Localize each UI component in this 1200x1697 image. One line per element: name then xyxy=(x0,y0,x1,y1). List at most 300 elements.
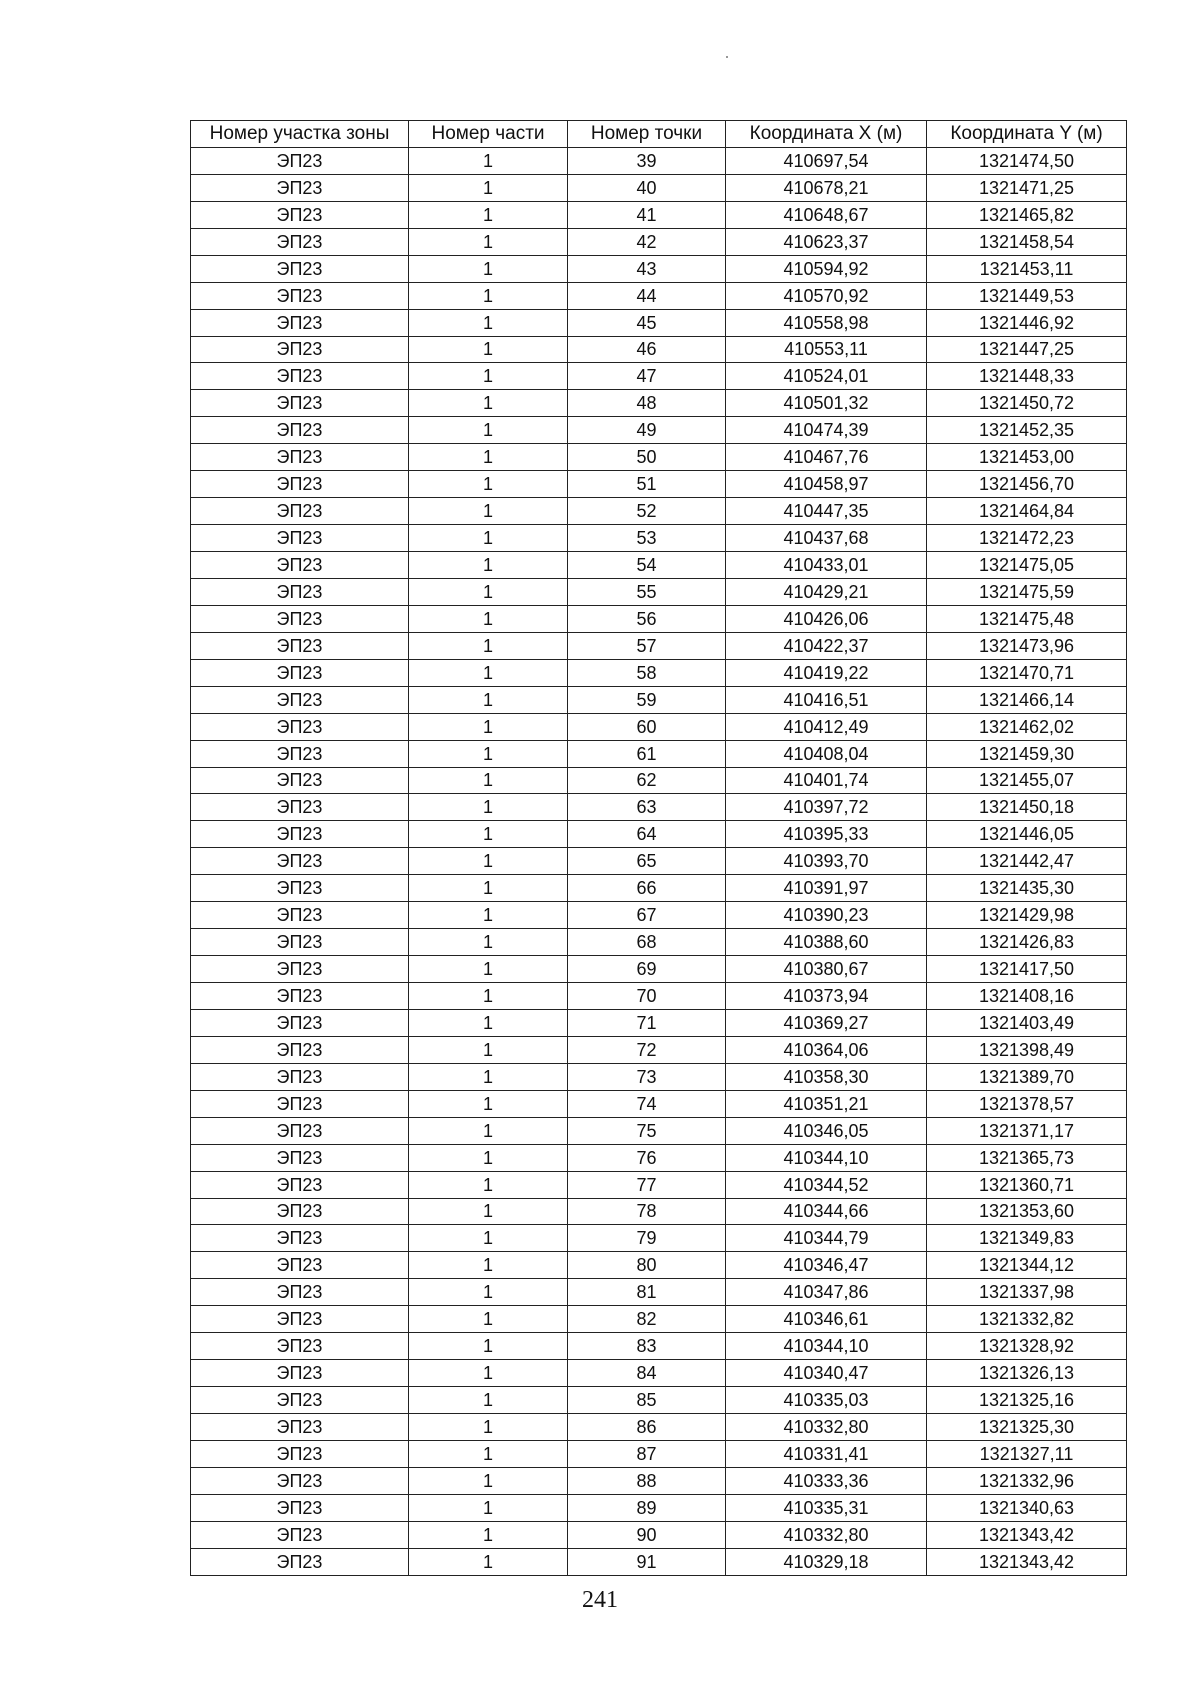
cell-zone-section: ЭП23 xyxy=(191,767,409,794)
cell-part-number: 1 xyxy=(409,1144,568,1171)
cell-coordinate-x: 410623,37 xyxy=(726,228,927,255)
cell-coordinate-y: 1321446,92 xyxy=(927,309,1127,336)
cell-point-number: 87 xyxy=(568,1440,726,1467)
cell-part-number: 1 xyxy=(409,1414,568,1441)
cell-zone-section: ЭП23 xyxy=(191,525,409,552)
cell-part-number: 1 xyxy=(409,228,568,255)
cell-coordinate-x: 410373,94 xyxy=(726,983,927,1010)
cell-coordinate-x: 410416,51 xyxy=(726,686,927,713)
cell-point-number: 70 xyxy=(568,983,726,1010)
cell-point-number: 43 xyxy=(568,255,726,282)
cell-coordinate-x: 410329,18 xyxy=(726,1548,927,1575)
table-row xyxy=(191,336,1127,363)
cell-part-number: 1 xyxy=(409,767,568,794)
cell-coordinate-y: 1321459,30 xyxy=(927,740,1127,767)
cell-part-number: 1 xyxy=(409,929,568,956)
cell-zone-section: ЭП23 xyxy=(191,983,409,1010)
cell-coordinate-y: 1321344,12 xyxy=(927,1252,1127,1279)
cell-zone-section: ЭП23 xyxy=(191,1171,409,1198)
cell-zone-section: ЭП23 xyxy=(191,471,409,498)
cell-point-number: 42 xyxy=(568,228,726,255)
cell-coordinate-x: 410426,06 xyxy=(726,605,927,632)
cell-coordinate-x: 410594,92 xyxy=(726,255,927,282)
cell-coordinate-x: 410429,21 xyxy=(726,578,927,605)
table-row xyxy=(191,794,1127,821)
cell-zone-section: ЭП23 xyxy=(191,1494,409,1521)
cell-coordinate-x: 410553,11 xyxy=(726,336,927,363)
cell-point-number: 82 xyxy=(568,1306,726,1333)
cell-coordinate-y: 1321453,00 xyxy=(927,444,1127,471)
cell-coordinate-y: 1321371,17 xyxy=(927,1117,1127,1144)
cell-zone-section: ЭП23 xyxy=(191,282,409,309)
cell-coordinate-y: 1321475,48 xyxy=(927,605,1127,632)
table-row xyxy=(191,1548,1127,1575)
cell-coordinate-x: 410697,54 xyxy=(726,147,927,174)
cell-coordinate-x: 410335,31 xyxy=(726,1494,927,1521)
cell-point-number: 47 xyxy=(568,363,726,390)
table-row xyxy=(191,282,1127,309)
cell-zone-section: ЭП23 xyxy=(191,1521,409,1548)
cell-part-number: 1 xyxy=(409,1063,568,1090)
header-part-number: Номер части xyxy=(409,121,568,148)
cell-point-number: 89 xyxy=(568,1494,726,1521)
cell-zone-section: ЭП23 xyxy=(191,686,409,713)
page-number: 241 xyxy=(582,1587,618,1613)
table-row xyxy=(191,228,1127,255)
cell-coordinate-x: 410397,72 xyxy=(726,794,927,821)
cell-coordinate-y: 1321465,82 xyxy=(927,201,1127,228)
cell-zone-section: ЭП23 xyxy=(191,740,409,767)
table-header-row xyxy=(191,121,1127,148)
cell-part-number: 1 xyxy=(409,1360,568,1387)
cell-part-number: 1 xyxy=(409,1306,568,1333)
cell-part-number: 1 xyxy=(409,983,568,1010)
cell-point-number: 66 xyxy=(568,875,726,902)
cell-coordinate-x: 410346,61 xyxy=(726,1306,927,1333)
cell-coordinate-x: 410678,21 xyxy=(726,174,927,201)
cell-point-number: 68 xyxy=(568,929,726,956)
cell-point-number: 41 xyxy=(568,201,726,228)
scan-speck xyxy=(726,56,728,58)
header-coordinate-x: Координата X (м) xyxy=(726,121,927,148)
table-body xyxy=(191,147,1127,1575)
cell-point-number: 44 xyxy=(568,282,726,309)
cell-point-number: 91 xyxy=(568,1548,726,1575)
cell-point-number: 48 xyxy=(568,390,726,417)
cell-coordinate-x: 410332,80 xyxy=(726,1414,927,1441)
cell-point-number: 50 xyxy=(568,444,726,471)
cell-coordinate-y: 1321389,70 xyxy=(927,1063,1127,1090)
cell-coordinate-x: 410346,05 xyxy=(726,1117,927,1144)
cell-part-number: 1 xyxy=(409,956,568,983)
cell-point-number: 46 xyxy=(568,336,726,363)
table-row xyxy=(191,875,1127,902)
cell-coordinate-y: 1321337,98 xyxy=(927,1279,1127,1306)
cell-point-number: 67 xyxy=(568,902,726,929)
table-row xyxy=(191,1387,1127,1414)
cell-coordinate-x: 410344,10 xyxy=(726,1333,927,1360)
cell-zone-section: ЭП23 xyxy=(191,821,409,848)
cell-coordinate-x: 410388,60 xyxy=(726,929,927,956)
cell-coordinate-x: 410351,21 xyxy=(726,1090,927,1117)
cell-coordinate-x: 410340,47 xyxy=(726,1360,927,1387)
cell-coordinate-x: 410524,01 xyxy=(726,363,927,390)
table-row xyxy=(191,1467,1127,1494)
cell-zone-section: ЭП23 xyxy=(191,1414,409,1441)
cell-point-number: 56 xyxy=(568,605,726,632)
cell-zone-section: ЭП23 xyxy=(191,174,409,201)
cell-coordinate-y: 1321408,16 xyxy=(927,983,1127,1010)
cell-zone-section: ЭП23 xyxy=(191,1009,409,1036)
cell-part-number: 1 xyxy=(409,363,568,390)
cell-zone-section: ЭП23 xyxy=(191,147,409,174)
cell-zone-section: ЭП23 xyxy=(191,444,409,471)
table-row xyxy=(191,255,1127,282)
cell-coordinate-y: 1321378,57 xyxy=(927,1090,1127,1117)
cell-zone-section: ЭП23 xyxy=(191,1306,409,1333)
cell-point-number: 78 xyxy=(568,1198,726,1225)
cell-point-number: 83 xyxy=(568,1333,726,1360)
cell-coordinate-y: 1321456,70 xyxy=(927,471,1127,498)
cell-part-number: 1 xyxy=(409,902,568,929)
cell-zone-section: ЭП23 xyxy=(191,1360,409,1387)
cell-coordinate-x: 410347,86 xyxy=(726,1279,927,1306)
table-row xyxy=(191,1360,1127,1387)
cell-part-number: 1 xyxy=(409,632,568,659)
cell-part-number: 1 xyxy=(409,1036,568,1063)
cell-coordinate-x: 410331,41 xyxy=(726,1440,927,1467)
table-row xyxy=(191,1063,1127,1090)
table-row xyxy=(191,1144,1127,1171)
cell-part-number: 1 xyxy=(409,1252,568,1279)
cell-coordinate-y: 1321473,96 xyxy=(927,632,1127,659)
cell-point-number: 57 xyxy=(568,632,726,659)
cell-point-number: 88 xyxy=(568,1467,726,1494)
cell-zone-section: ЭП23 xyxy=(191,1117,409,1144)
cell-coordinate-x: 410393,70 xyxy=(726,848,927,875)
cell-part-number: 1 xyxy=(409,498,568,525)
cell-coordinate-y: 1321470,71 xyxy=(927,659,1127,686)
cell-part-number: 1 xyxy=(409,255,568,282)
table-row xyxy=(191,1306,1127,1333)
cell-point-number: 59 xyxy=(568,686,726,713)
table-row xyxy=(191,309,1127,336)
cell-coordinate-y: 1321349,83 xyxy=(927,1225,1127,1252)
cell-coordinate-y: 1321472,23 xyxy=(927,525,1127,552)
cell-point-number: 69 xyxy=(568,956,726,983)
cell-coordinate-y: 1321343,42 xyxy=(927,1521,1127,1548)
cell-part-number: 1 xyxy=(409,1440,568,1467)
cell-part-number: 1 xyxy=(409,794,568,821)
cell-part-number: 1 xyxy=(409,740,568,767)
table-row xyxy=(191,983,1127,1010)
table-row xyxy=(191,659,1127,686)
table-row xyxy=(191,1198,1127,1225)
cell-part-number: 1 xyxy=(409,875,568,902)
cell-zone-section: ЭП23 xyxy=(191,1063,409,1090)
cell-part-number: 1 xyxy=(409,201,568,228)
cell-coordinate-x: 410358,30 xyxy=(726,1063,927,1090)
cell-part-number: 1 xyxy=(409,1117,568,1144)
cell-point-number: 51 xyxy=(568,471,726,498)
cell-coordinate-y: 1321453,11 xyxy=(927,255,1127,282)
table-row xyxy=(191,147,1127,174)
table-row xyxy=(191,201,1127,228)
table-row xyxy=(191,848,1127,875)
cell-point-number: 62 xyxy=(568,767,726,794)
cell-coordinate-y: 1321435,30 xyxy=(927,875,1127,902)
cell-coordinate-y: 1321466,14 xyxy=(927,686,1127,713)
cell-zone-section: ЭП23 xyxy=(191,848,409,875)
cell-coordinate-x: 410437,68 xyxy=(726,525,927,552)
table-row xyxy=(191,1090,1127,1117)
cell-part-number: 1 xyxy=(409,578,568,605)
cell-point-number: 45 xyxy=(568,309,726,336)
cell-zone-section: ЭП23 xyxy=(191,552,409,579)
cell-coordinate-y: 1321471,25 xyxy=(927,174,1127,201)
table-row xyxy=(191,390,1127,417)
cell-part-number: 1 xyxy=(409,336,568,363)
cell-coordinate-y: 1321417,50 xyxy=(927,956,1127,983)
cell-coordinate-y: 1321475,05 xyxy=(927,552,1127,579)
cell-point-number: 90 xyxy=(568,1521,726,1548)
cell-point-number: 65 xyxy=(568,848,726,875)
cell-coordinate-x: 410346,47 xyxy=(726,1252,927,1279)
cell-coordinate-x: 410433,01 xyxy=(726,552,927,579)
table-row xyxy=(191,605,1127,632)
table-row xyxy=(191,1117,1127,1144)
table-row xyxy=(191,1036,1127,1063)
cell-coordinate-x: 410408,04 xyxy=(726,740,927,767)
cell-part-number: 1 xyxy=(409,1279,568,1306)
cell-coordinate-x: 410422,37 xyxy=(726,632,927,659)
cell-point-number: 72 xyxy=(568,1036,726,1063)
cell-part-number: 1 xyxy=(409,444,568,471)
cell-point-number: 55 xyxy=(568,578,726,605)
cell-coordinate-x: 410369,27 xyxy=(726,1009,927,1036)
cell-part-number: 1 xyxy=(409,1198,568,1225)
cell-coordinate-y: 1321458,54 xyxy=(927,228,1127,255)
cell-part-number: 1 xyxy=(409,1387,568,1414)
cell-zone-section: ЭП23 xyxy=(191,1387,409,1414)
cell-part-number: 1 xyxy=(409,1548,568,1575)
cell-coordinate-x: 410395,33 xyxy=(726,821,927,848)
header-coordinate-y: Координата Y (м) xyxy=(927,121,1127,148)
cell-point-number: 79 xyxy=(568,1225,726,1252)
cell-part-number: 1 xyxy=(409,282,568,309)
cell-coordinate-x: 410458,97 xyxy=(726,471,927,498)
cell-zone-section: ЭП23 xyxy=(191,201,409,228)
cell-point-number: 63 xyxy=(568,794,726,821)
table-row xyxy=(191,498,1127,525)
cell-coordinate-x: 410380,67 xyxy=(726,956,927,983)
table-row xyxy=(191,444,1127,471)
cell-part-number: 1 xyxy=(409,1521,568,1548)
cell-coordinate-x: 410570,92 xyxy=(726,282,927,309)
cell-coordinate-x: 410447,35 xyxy=(726,498,927,525)
cell-coordinate-x: 410467,76 xyxy=(726,444,927,471)
table-row xyxy=(191,1171,1127,1198)
table-row xyxy=(191,578,1127,605)
cell-point-number: 76 xyxy=(568,1144,726,1171)
cell-zone-section: ЭП23 xyxy=(191,632,409,659)
cell-coordinate-y: 1321326,13 xyxy=(927,1360,1127,1387)
table-row xyxy=(191,1252,1127,1279)
cell-point-number: 74 xyxy=(568,1090,726,1117)
cell-coordinate-y: 1321327,11 xyxy=(927,1440,1127,1467)
cell-coordinate-y: 1321340,63 xyxy=(927,1494,1127,1521)
cell-coordinate-y: 1321442,47 xyxy=(927,848,1127,875)
table-row xyxy=(191,1225,1127,1252)
table-row xyxy=(191,1009,1127,1036)
cell-point-number: 80 xyxy=(568,1252,726,1279)
cell-coordinate-y: 1321447,25 xyxy=(927,336,1127,363)
cell-part-number: 1 xyxy=(409,390,568,417)
cell-point-number: 64 xyxy=(568,821,726,848)
cell-zone-section: ЭП23 xyxy=(191,1198,409,1225)
cell-part-number: 1 xyxy=(409,1333,568,1360)
table-row xyxy=(191,417,1127,444)
cell-zone-section: ЭП23 xyxy=(191,309,409,336)
cell-part-number: 1 xyxy=(409,659,568,686)
cell-zone-section: ЭП23 xyxy=(191,1548,409,1575)
table-row xyxy=(191,1440,1127,1467)
cell-point-number: 52 xyxy=(568,498,726,525)
cell-part-number: 1 xyxy=(409,605,568,632)
cell-coordinate-y: 1321475,59 xyxy=(927,578,1127,605)
cell-coordinate-x: 410344,66 xyxy=(726,1198,927,1225)
cell-point-number: 40 xyxy=(568,174,726,201)
cell-part-number: 1 xyxy=(409,525,568,552)
cell-point-number: 86 xyxy=(568,1414,726,1441)
table-row xyxy=(191,525,1127,552)
cell-coordinate-y: 1321449,53 xyxy=(927,282,1127,309)
cell-part-number: 1 xyxy=(409,1090,568,1117)
cell-point-number: 75 xyxy=(568,1117,726,1144)
cell-coordinate-y: 1321343,42 xyxy=(927,1548,1127,1575)
cell-zone-section: ЭП23 xyxy=(191,336,409,363)
cell-point-number: 54 xyxy=(568,552,726,579)
table-row xyxy=(191,686,1127,713)
cell-coordinate-y: 1321398,49 xyxy=(927,1036,1127,1063)
table-row xyxy=(191,363,1127,390)
cell-coordinate-x: 410391,97 xyxy=(726,875,927,902)
table-row xyxy=(191,174,1127,201)
cell-point-number: 84 xyxy=(568,1360,726,1387)
table-row xyxy=(191,902,1127,929)
table-row xyxy=(191,713,1127,740)
table-row xyxy=(191,1333,1127,1360)
cell-zone-section: ЭП23 xyxy=(191,578,409,605)
cell-part-number: 1 xyxy=(409,1009,568,1036)
cell-part-number: 1 xyxy=(409,147,568,174)
cell-zone-section: ЭП23 xyxy=(191,498,409,525)
cell-part-number: 1 xyxy=(409,848,568,875)
table-row xyxy=(191,821,1127,848)
cell-zone-section: ЭП23 xyxy=(191,1333,409,1360)
cell-zone-section: ЭП23 xyxy=(191,713,409,740)
cell-coordinate-x: 410401,74 xyxy=(726,767,927,794)
table-row xyxy=(191,740,1127,767)
cell-coordinate-y: 1321450,18 xyxy=(927,794,1127,821)
cell-coordinate-x: 410390,23 xyxy=(726,902,927,929)
cell-coordinate-x: 410344,52 xyxy=(726,1171,927,1198)
table-row xyxy=(191,632,1127,659)
cell-coordinate-y: 1321446,05 xyxy=(927,821,1127,848)
cell-part-number: 1 xyxy=(409,1225,568,1252)
cell-coordinate-x: 410344,10 xyxy=(726,1144,927,1171)
cell-coordinate-y: 1321474,50 xyxy=(927,147,1127,174)
cell-zone-section: ЭП23 xyxy=(191,1090,409,1117)
cell-zone-section: ЭП23 xyxy=(191,1440,409,1467)
cell-point-number: 39 xyxy=(568,147,726,174)
cell-part-number: 1 xyxy=(409,1171,568,1198)
cell-coordinate-x: 410332,80 xyxy=(726,1521,927,1548)
cell-coordinate-y: 1321429,98 xyxy=(927,902,1127,929)
cell-coordinate-y: 1321332,82 xyxy=(927,1306,1127,1333)
cell-zone-section: ЭП23 xyxy=(191,417,409,444)
cell-zone-section: ЭП23 xyxy=(191,1144,409,1171)
cell-coordinate-x: 410364,06 xyxy=(726,1036,927,1063)
cell-part-number: 1 xyxy=(409,686,568,713)
cell-zone-section: ЭП23 xyxy=(191,956,409,983)
cell-coordinate-x: 410344,79 xyxy=(726,1225,927,1252)
cell-zone-section: ЭП23 xyxy=(191,929,409,956)
cell-zone-section: ЭП23 xyxy=(191,1279,409,1306)
cell-coordinate-y: 1321464,84 xyxy=(927,498,1127,525)
cell-coordinate-y: 1321328,92 xyxy=(927,1333,1127,1360)
cell-point-number: 71 xyxy=(568,1009,726,1036)
cell-coordinate-y: 1321332,96 xyxy=(927,1467,1127,1494)
cell-part-number: 1 xyxy=(409,552,568,579)
cell-part-number: 1 xyxy=(409,713,568,740)
cell-part-number: 1 xyxy=(409,417,568,444)
table-row xyxy=(191,929,1127,956)
cell-point-number: 58 xyxy=(568,659,726,686)
cell-point-number: 77 xyxy=(568,1171,726,1198)
coordinates-table xyxy=(190,120,1127,1576)
cell-point-number: 53 xyxy=(568,525,726,552)
table-header xyxy=(191,121,1127,148)
cell-point-number: 85 xyxy=(568,1387,726,1414)
table-row xyxy=(191,1521,1127,1548)
cell-coordinate-y: 1321365,73 xyxy=(927,1144,1127,1171)
cell-part-number: 1 xyxy=(409,821,568,848)
cell-point-number: 81 xyxy=(568,1279,726,1306)
header-point-number: Номер точки xyxy=(568,121,726,148)
cell-zone-section: ЭП23 xyxy=(191,794,409,821)
cell-part-number: 1 xyxy=(409,1494,568,1521)
cell-point-number: 49 xyxy=(568,417,726,444)
cell-part-number: 1 xyxy=(409,471,568,498)
cell-zone-section: ЭП23 xyxy=(191,1467,409,1494)
cell-coordinate-x: 410558,98 xyxy=(726,309,927,336)
cell-zone-section: ЭП23 xyxy=(191,363,409,390)
table-row xyxy=(191,767,1127,794)
cell-coordinate-x: 410335,03 xyxy=(726,1387,927,1414)
cell-coordinate-x: 410333,36 xyxy=(726,1467,927,1494)
cell-coordinate-y: 1321462,02 xyxy=(927,713,1127,740)
cell-coordinate-y: 1321426,83 xyxy=(927,929,1127,956)
cell-coordinate-x: 410648,67 xyxy=(726,201,927,228)
cell-coordinate-y: 1321452,35 xyxy=(927,417,1127,444)
cell-zone-section: ЭП23 xyxy=(191,902,409,929)
cell-zone-section: ЭП23 xyxy=(191,605,409,632)
cell-zone-section: ЭП23 xyxy=(191,390,409,417)
cell-part-number: 1 xyxy=(409,1467,568,1494)
cell-zone-section: ЭП23 xyxy=(191,255,409,282)
cell-coordinate-x: 410412,49 xyxy=(726,713,927,740)
